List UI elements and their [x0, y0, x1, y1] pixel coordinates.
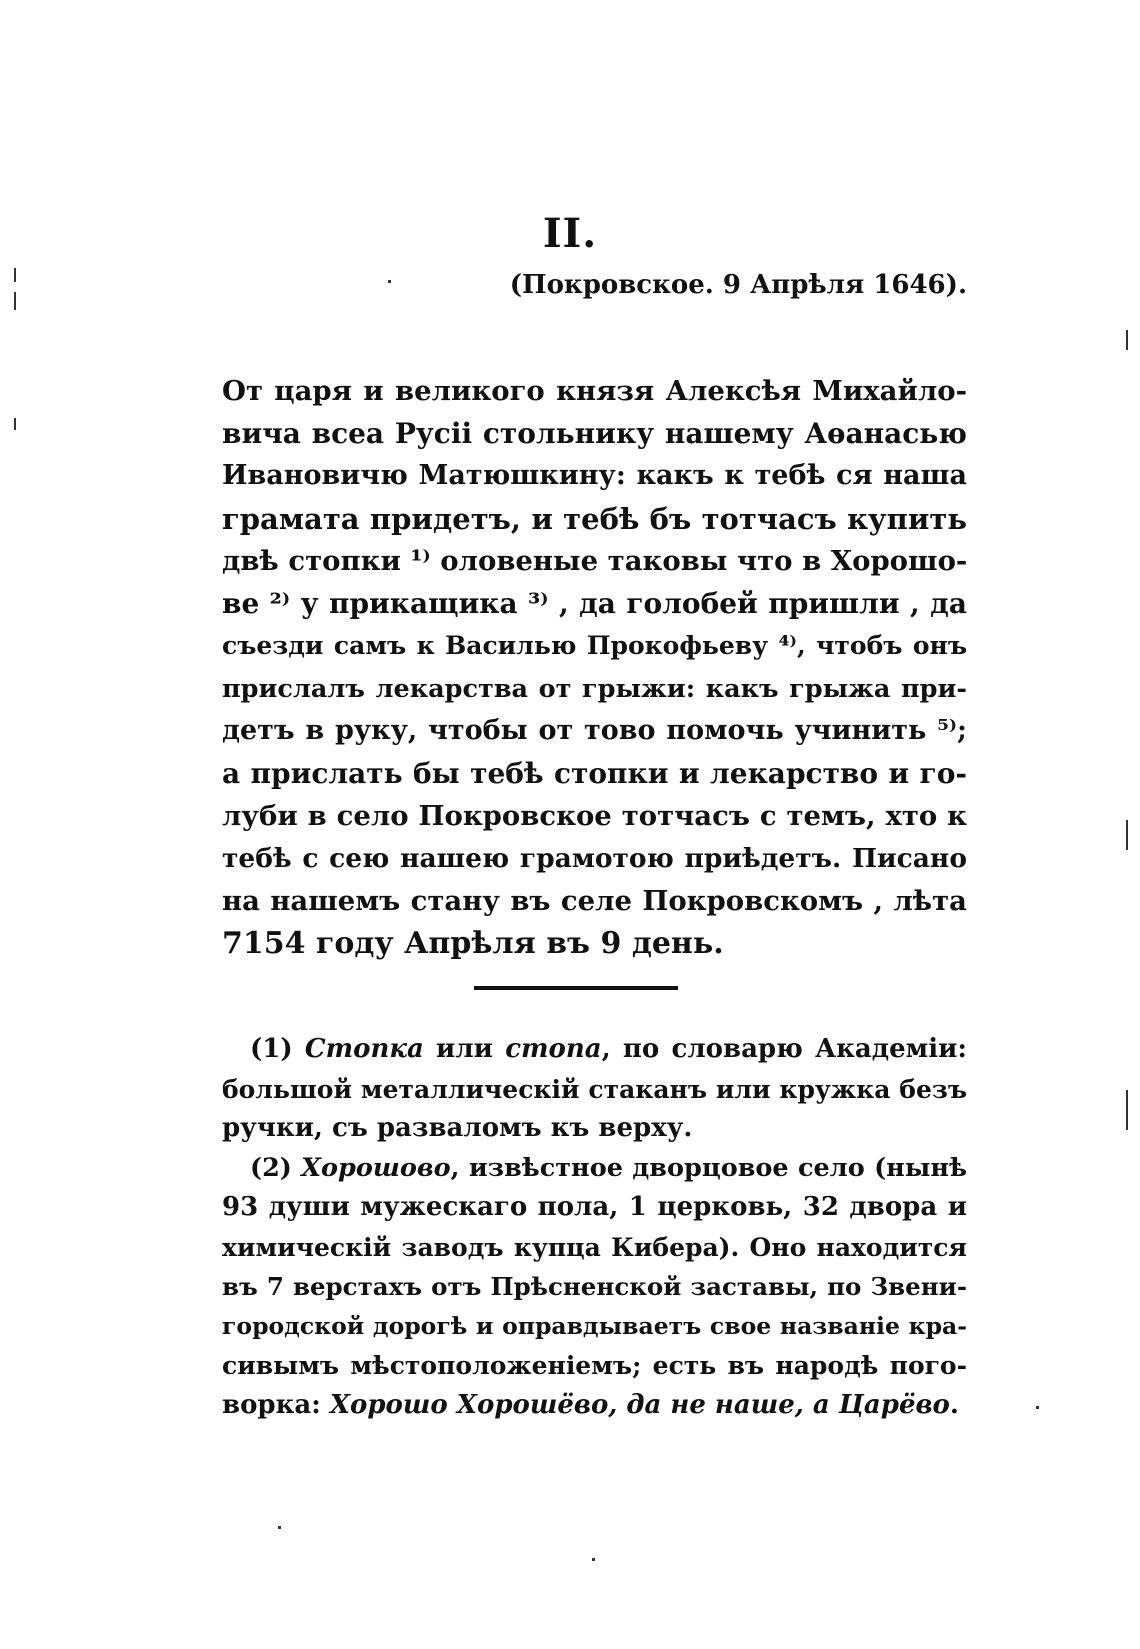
body-line: на нашемъ стану въ селе Покровскомъ , лѣта [222, 885, 967, 917]
footnote-separator-rule [474, 986, 678, 990]
scan-speck [388, 280, 391, 283]
scan-speck [1126, 1090, 1128, 1130]
body-line: тебѣ с сею нашею грамотою приѣдетъ. Писано [222, 842, 967, 874]
body-line: съезди самъ к Василью Прокофьеву ⁴⁾, чтобъ онъ [222, 631, 967, 660]
body-line: вича всеа Русiі стольнику нашему Аѳанасью [222, 416, 967, 450]
footnotes [222, 1030, 967, 1425]
footnote-2-line [222, 1228, 967, 1268]
footnote-2-line [222, 1346, 967, 1386]
footnote-text: химическiй заводъ купца Кибера). Оно находится [222, 1232, 967, 1262]
body-line: детъ в руку, чтобы от тово помочь учинить ⁵⁾; [222, 715, 967, 746]
scan-speck [1036, 1406, 1039, 1409]
body-line: От царя и великого князя Алексѣя Михайло- [222, 375, 967, 407]
footnote-text: (2) [250, 1152, 302, 1183]
body-line: а прислать бы тебѣ стопки и лекарство и го- [222, 756, 967, 790]
footnote-text: ворка: [222, 1389, 330, 1420]
body-line: ве ²⁾ у прикащика ³⁾ , да голобей пришли , да [222, 586, 967, 620]
footnote-text: большой металлическiй стаканъ или кружка безъ [222, 1074, 967, 1104]
footnote-2-line [222, 1149, 967, 1189]
footnote-text: , по словарю Академiи: [601, 1034, 967, 1064]
footnote-2-line [222, 1307, 967, 1347]
place-date-line: (Покровское. 9 Апрѣля 1646). [509, 270, 967, 300]
scan-speck [278, 1526, 281, 1529]
footnote-2-line [222, 1188, 967, 1228]
footnote-2-line [222, 1267, 967, 1307]
footnote-text: . [949, 1389, 959, 1420]
footnote-text: или [423, 1034, 506, 1064]
footnote-italic-term: стопа [505, 1034, 602, 1064]
footnote-italic-term: Хорошо Хорошёво, да не наше, а Царёво [329, 1389, 950, 1420]
footnote-2-line [222, 1386, 967, 1426]
footnote-1-line [222, 1030, 967, 1070]
body-line: грамата придетъ, и тебѣ бъ тотчасъ купить [222, 501, 967, 536]
scan-speck [1126, 330, 1128, 350]
scan-speck [14, 292, 16, 310]
section-number: II. [542, 210, 598, 257]
footnote-italic-term: Хорошово [301, 1152, 451, 1183]
body-line: Ивановичю Матюшкину: какъ к тебѣ ся наша [222, 460, 967, 491]
footnote-text: сивымъ мѣстоположенiемъ; есть въ народѣ пого- [222, 1351, 967, 1380]
footnote-1-line [222, 1109, 967, 1149]
footnote-text: (1) [250, 1034, 305, 1064]
footnote-text: 93 души мужескаго пола, 1 церковь, 32 двора и [222, 1192, 967, 1222]
body-line: луби в село Покровское тотчасъ с темъ, хто к [222, 800, 967, 832]
scan-speck [14, 268, 16, 282]
body-line: прислалъ лекарства от грыжи: какъ грыжа при- [222, 673, 967, 704]
body-line: двѣ стопки ¹⁾ оловеные таковы что в Хорошо- [222, 545, 968, 577]
footnote-italic-term: Стопка [304, 1034, 424, 1064]
footnote-text: въ 7 верстахъ отъ Прѣсненской заставы, по Звени- [222, 1272, 967, 1301]
scan-speck [592, 1558, 595, 1561]
body-line: 7154 году Апрѣля въ 9 день. [222, 925, 724, 961]
footnote-text: городской дорогѣ и оправдываетъ свое названiе кра- [222, 1311, 967, 1340]
footnote-text: ручки, съ разваломъ къ верху. [222, 1113, 693, 1143]
scan-speck [14, 418, 16, 430]
letter-body [222, 370, 967, 965]
footnote-1-line [222, 1070, 967, 1110]
footnote-text: , извѣстное дворцовое село (нынѣ [450, 1152, 967, 1183]
scan-speck [1126, 820, 1128, 850]
